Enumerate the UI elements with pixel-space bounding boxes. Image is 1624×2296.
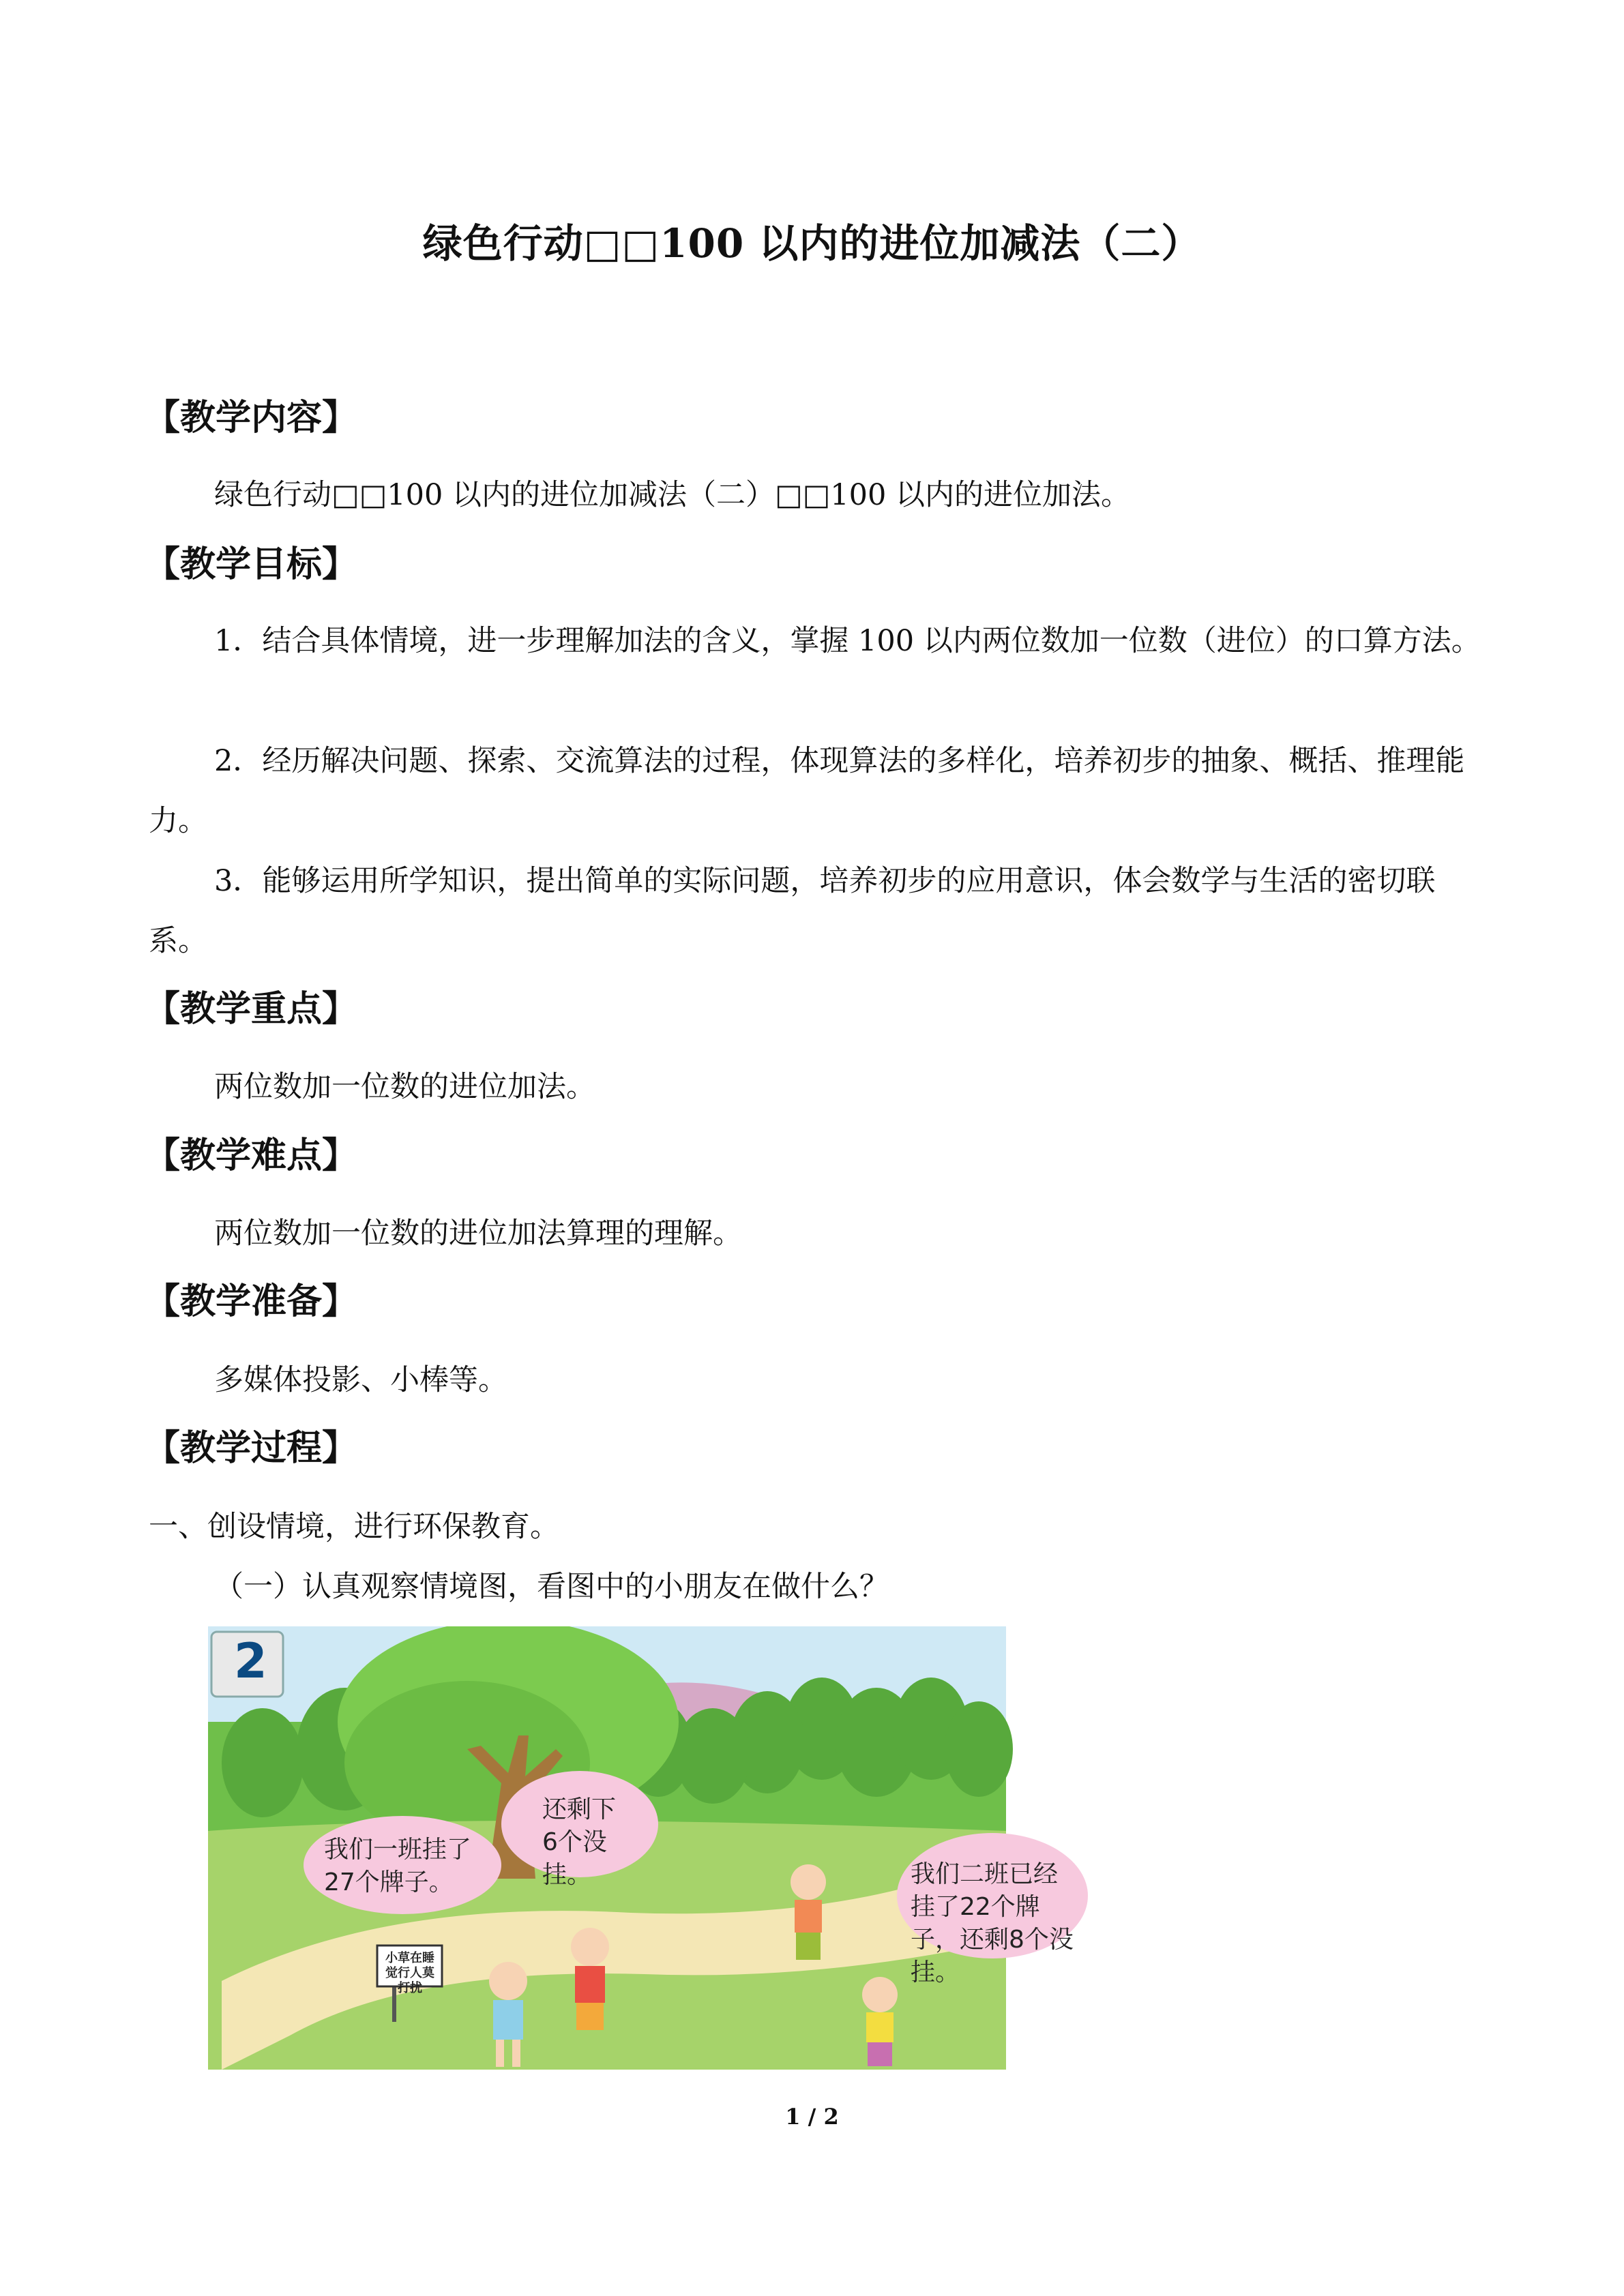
teaching-content-text: 绿色行动□□100 以内的进位加减法（二）□□100 以内的进位加法。 <box>214 478 1130 512</box>
process-step-1a: （一）认真观察情境图，看图中的小朋友在做什么？ <box>214 1570 889 1604</box>
process-step-1: 一、创设情境，进行环保教育。 <box>149 1510 559 1544</box>
heading-process: 【教学过程】 <box>145 1428 358 1469</box>
grass-sign: 小草在睡觉行人莫打扰 <box>385 1951 434 1995</box>
scene-illustration <box>208 1626 1088 2076</box>
heading-teaching-goals: 【教学目标】 <box>145 544 358 585</box>
goal-item-1: 1．结合具体情境，进一步理解加法的含义，掌握 100 以内两位数加一位数（进位）的口算方法。 <box>214 624 1481 658</box>
page-number: 1 / 2 <box>785 2104 839 2130</box>
goal-item-2: 2．经历解决问题、探索、交流算法的过程，体现算法的多样化，培养初步的抽象、概括、推理能力。 <box>149 744 1465 838</box>
speech-bubble-1: 我们一班挂了27个牌子。 <box>324 1836 472 1896</box>
preparation-text: 多媒体投影、小棒等。 <box>214 1363 507 1397</box>
difficulty-text: 两位数加一位数的进位加法算理的理解。 <box>214 1217 742 1251</box>
heading-key-point: 【教学重点】 <box>145 989 358 1030</box>
heading-teaching-content: 【教学内容】 <box>145 398 358 438</box>
goal-item-3: 3．能够运用所学知识，提出简单的实际问题，培养初步的应用意识，体会数学与生活的密切联系。 <box>149 864 1436 958</box>
page-title: 绿色行动□□100 以内的进位加减法（二） <box>422 220 1202 267</box>
badge-number: 2 <box>234 1633 267 1689</box>
speech-bubble-2: 还剩下6个没挂。 <box>542 1795 617 1889</box>
heading-difficulty: 【教学难点】 <box>145 1135 358 1176</box>
heading-preparation: 【教学准备】 <box>145 1281 358 1322</box>
speech-bubble-3: 我们二班已经挂了22个牌子，还剩8个没挂。 <box>911 1860 1074 1986</box>
key-point-text: 两位数加一位数的进位加法。 <box>214 1070 595 1104</box>
